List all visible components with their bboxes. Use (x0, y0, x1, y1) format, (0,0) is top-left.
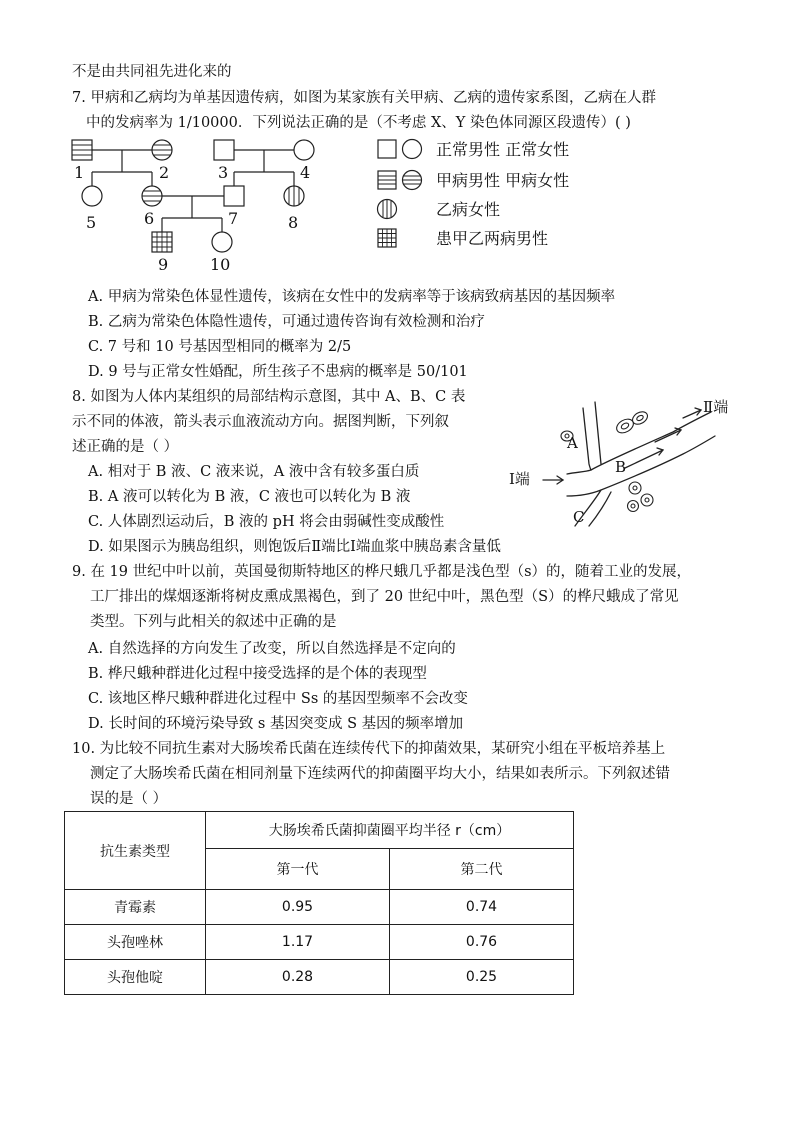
table-header-antibiotic-type: 抗生素类型 (65, 812, 206, 890)
pedigree-individual-1 (72, 140, 92, 160)
q8-stem-line1: 8. 如图为人体内某组织的局部结构示意图，其中 A、B、C 表 (72, 389, 466, 405)
table-row (65, 890, 574, 925)
table-cell-gen2: 0.76 (389, 925, 573, 960)
pedigree-individual-2 (150, 140, 174, 160)
q9-option-d: D. 长时间的环境污染导致 s 基因突变成 S 基因的频率增加 (88, 716, 464, 732)
legend-disease-a: 甲病男性 甲病女性 (436, 171, 570, 190)
antibiotic-results-table (64, 811, 574, 995)
pedigree-label-8: 8 (288, 213, 299, 232)
table-cell-antibiotic: 青霉素 (65, 890, 206, 925)
legend-normal: 正常男性 正常女性 (436, 140, 570, 159)
pedigree-individual-6 (140, 186, 164, 206)
tissue-diagram (505, 388, 745, 528)
q9-option-c: C. 该地区桦尺蛾种群进化过程中 Ss 的基因型频率不会改变 (88, 691, 468, 707)
pedigree-individual-4 (294, 140, 314, 160)
q8-option-d: D. 如果图示为胰岛组织，则饱饭后Ⅱ端比Ⅰ端血浆中胰岛素含量低 (88, 539, 501, 555)
diagram-label-end2: Ⅱ端 (703, 398, 729, 416)
q9-stem-line3: 类型。下列与此相关的叙述中正确的是 (90, 614, 337, 630)
table-row (65, 960, 574, 995)
q7-option-d: D. 9 号与正常女性婚配，所生孩子不患病的概率是 50/101 (88, 364, 468, 380)
pedigree-label-6: 6 (144, 209, 155, 228)
pedigree-individual-8 (284, 186, 304, 206)
q10-stem-line3: 误的是（ ） (90, 791, 168, 807)
q7-option-b: B. 乙病为常染色体隐性遗传，可通过遗传咨询有效检测和治疗 (88, 314, 485, 330)
table-row (65, 925, 574, 960)
q8-option-a: A. 相对于 B 液、C 液来说，A 液中含有较多蛋白质 (88, 464, 420, 480)
table-cell-gen1: 0.95 (206, 890, 390, 925)
pedigree-individual-3 (214, 140, 234, 160)
table-cell-gen1: 0.28 (206, 960, 390, 995)
diagram-label-a: A (567, 434, 578, 452)
diagram-label-b: B (615, 458, 627, 476)
diagram-label-end1: Ⅰ端 (509, 470, 530, 488)
pedigree-individual-5 (82, 186, 102, 206)
pedigree-label-10: 10 (210, 255, 231, 274)
pedigree-chart (60, 132, 620, 280)
table-header-inhibition-radius: 大肠埃希氏菌抑菌圈平均半径 r（cm） (206, 812, 574, 849)
table-header-gen1: 第一代 (206, 849, 390, 890)
q9-stem-line1: 9. 在 19 世纪中叶以前，英国曼彻斯特地区的桦尺蛾几乎都是浅色型（s）的，随着工业的发展， (72, 564, 692, 580)
pedigree-label-5: 5 (86, 213, 97, 232)
q7-stem-line2: 中的发病率为 1/10000．下列说法正确的是（不考虑 X、Y 染色体同源区段遗传）( ) (86, 115, 631, 131)
table-cell-gen2: 0.25 (389, 960, 573, 995)
diagram-label-c: C (573, 508, 585, 526)
q8-option-b: B. A 液可以转化为 B 液，C 液也可以转化为 B 液 (88, 489, 411, 505)
table-header-gen2: 第二代 (389, 849, 573, 890)
legend-disease-b: 乙病女性 (436, 200, 501, 219)
pedigree-individual-9 (152, 232, 172, 252)
pedigree-label-2: 2 (159, 163, 170, 182)
q8-option-c: C. 人体剧烈运动后，B 液的 pH 将会由弱碱性变成酸性 (88, 514, 445, 530)
pedigree-label-1: 1 (74, 163, 85, 182)
intro-line: 不是由共同祖先进化来的 (72, 64, 232, 80)
q9-option-b: B. 桦尺蛾种群进化过程中接受选择的是个体的表现型 (88, 666, 427, 682)
table-cell-antibiotic: 头孢唑林 (65, 925, 206, 960)
pedigree-label-7: 7 (228, 209, 239, 228)
table-cell-gen1: 1.17 (206, 925, 390, 960)
q9-stem-line2: 工厂排出的煤烟逐渐将树皮熏成黑褐色，到了 20 世纪中叶，黑色型（S）的桦尺蛾成了常见 (90, 589, 679, 605)
q8-stem-line3: 述正确的是（ ） (72, 439, 179, 455)
pedigree-legend (378, 140, 570, 249)
q7-option-a: A. 甲病为常染色体显性遗传，该病在女性中的发病率等于该病致病基因的基因频率 (88, 289, 616, 305)
pedigree-label-9: 9 (158, 255, 169, 274)
legend-both: 患甲乙两病男性 (436, 229, 549, 248)
q8-stem-line2: 示不同的体液，箭头表示血液流动方向。据图判断，下列叙 (72, 414, 449, 430)
pedigree-label-4: 4 (300, 163, 311, 182)
table-cell-antibiotic: 头孢他啶 (65, 960, 206, 995)
q7-option-c: C. 7 号和 10 号基因型相同的概率为 2/5 (88, 339, 352, 355)
table-header-row (65, 812, 574, 849)
q10-stem-line1: 10. 为比较不同抗生素对大肠埃希氏菌在连续传代下的抑菌效果，某研究小组在平板培养基上 (72, 741, 666, 757)
table-cell-gen2: 0.74 (389, 890, 573, 925)
pedigree-label-3: 3 (218, 163, 229, 182)
q9-option-a: A. 自然选择的方向发生了改变，所以自然选择是不定向的 (88, 641, 456, 657)
q10-stem-line2: 测定了大肠埃希氏菌在相同剂量下连续两代的抑菌圈平均大小，结果如表所示。下列叙述错 (90, 766, 670, 782)
pedigree-individual-10 (212, 232, 232, 252)
pedigree-individual-7 (224, 186, 244, 206)
q7-stem-line1: 7. 甲病和乙病均为单基因遗传病，如图为某家族有关甲病、乙病的遗传家系图，乙病在人群 (72, 90, 656, 106)
